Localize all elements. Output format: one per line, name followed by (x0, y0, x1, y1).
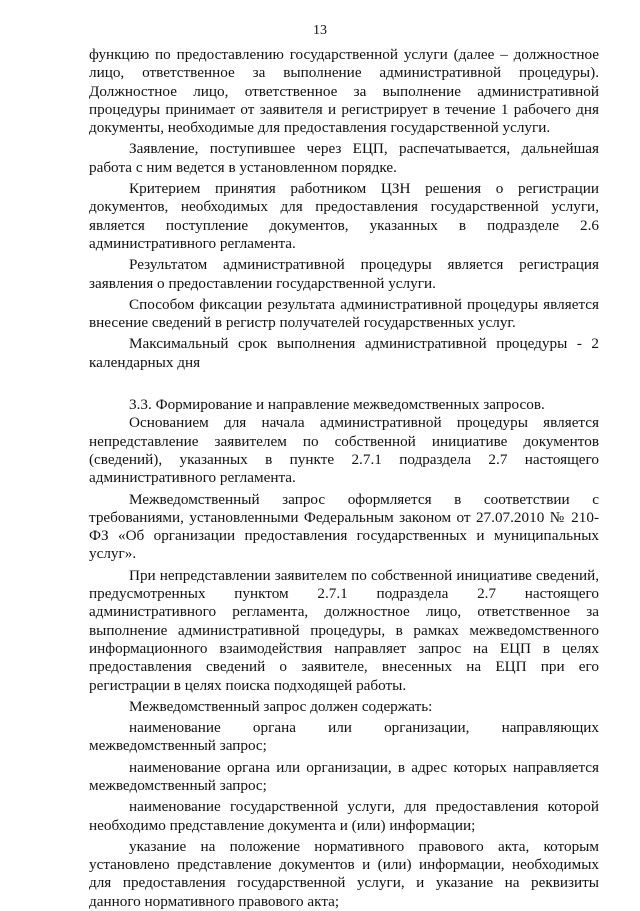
list-item: наименование органа или организации, в адрес которых направляется межведомственный запрос; (89, 758, 599, 794)
paragraph-decision-criterion: Критерием принятия работником ЦЗН решения о регистрации документов, необходимых для предоставления государственной услуги, является поступление документов, указанных в подразделе 2.6 административного регламента. (89, 180, 599, 252)
paragraph-request-format: Межведомственный запрос оформляется в соответствии с требованиями, установленными Федеральным законом от 27.07.2010 № 210-ФЗ «Об организации предоставления государственных и муниципальных услуг». (89, 490, 599, 563)
list-item: указание на положение нормативного правового акта, которым установлено представление документов и (или) информации, необходимых для предоставления государственной услуги, и указание на реквизиты данного нормативного правового акта; (89, 837, 599, 910)
paragraph-continuation: функцию по предоставлению государственной услуги (далее – должностное лицо, ответственное за выполнение административной процедуры). Должностное лицо, ответственное за выполнение административной процедуры принимает от заявителя и регистрирует в течение 1 рабочего дня документы, необходимые для предоставления государственной услуги. (89, 46, 599, 137)
page-body (89, 46, 599, 911)
paragraph-result-fixation: Способом фиксации результата административной процедуры является внесение сведений в регистр получателей государственных услуг. (89, 295, 599, 332)
paragraph-max-duration: Максимальный срок выполнения административной процедуры - 2 календарных дня (89, 335, 599, 371)
paragraph-application-printout: Заявление, поступившее через ЕЦП, распечатывается, дальнейшая работа с ним ведется в установленном порядке. (89, 140, 599, 176)
list-item: наименование государственной услуги, для предоставления которой необходимо представление документа и (или) информации; (89, 798, 599, 834)
list-item: наименование органа или организации, направляющих межведомственный запрос; (89, 719, 599, 755)
paragraph-procedure-basis: Основанием для начала административной процедуры является непредставление заявителем по собственной инициативе документов (сведений), указанных в пункте 2.7.1 подраздела 2.7 настоящего административного регламента. (89, 414, 599, 487)
paragraph-procedure-result: Результатом административной процедуры является регистрация заявления о предоставлении государственной услуги. (89, 256, 599, 292)
section-heading: 3.3. Формирование и направление межведомственных запросов. (129, 396, 545, 414)
paragraph-request-sending: При непредставлении заявителем по собственной инициативе сведений, предусмотренных пунктом 2.7.1 подраздела 2.7 настоящего административного регламента, должностное лицо, ответственное за выполнение административной процедуры, в рамках межведомственного информационного взаимодействия направляет запрос на ЕЦП в целях предоставления сведений о заявителе, внесенных на ЕЦП при его регистрации в целях поиска подходящей работы. (89, 566, 599, 694)
paragraph-request-contents-intro: Межведомственный запрос должен содержать: (129, 697, 433, 715)
page-number: 13 (313, 23, 327, 38)
